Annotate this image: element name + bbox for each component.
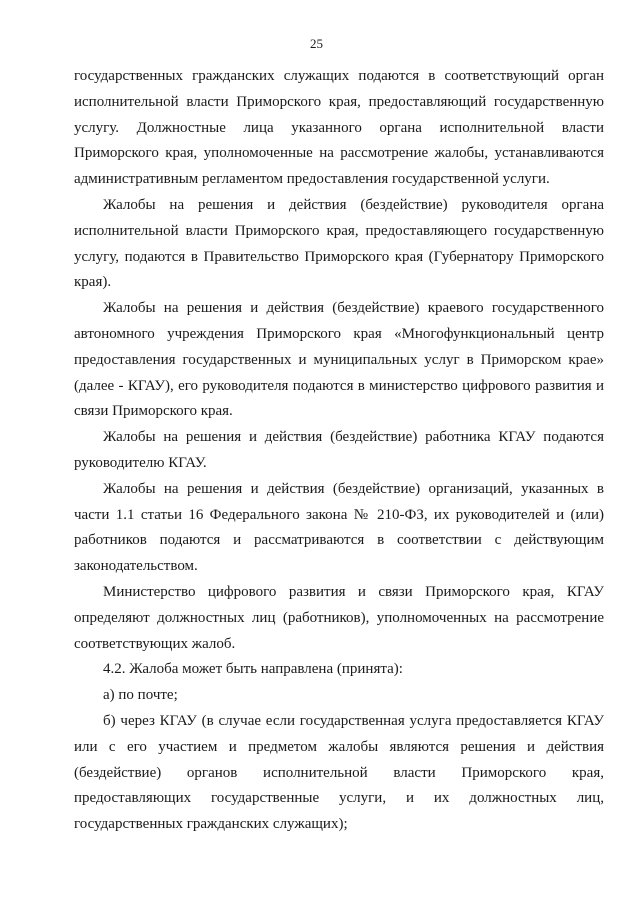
paragraph: Жалобы на решения и действия (бездействие) руководителя органа исполнительной власти Приморского края, предоставляющего государственную услугу, подаются в Правительство Приморского края (Губернатору Приморского края). <box>74 196 604 291</box>
paragraph: 4.2. Жалоба может быть направлена (принята): <box>103 661 403 678</box>
paragraph: а) по почте; <box>103 687 178 704</box>
paragraph: Жалобы на решения и действия (бездействие) работника КГАУ подаются руководителю КГАУ. <box>74 429 604 471</box>
paragraph: Жалобы на решения и действия (бездействие) организаций, указанных в части 1.1 статьи 16 Федерального закона № 210-ФЗ, их руководителей и (или) работников подаются и рассматриваются в соответствии с действующим законодательством. <box>74 480 604 575</box>
paragraph: Жалобы на решения и действия (бездействие) краевого государственного автономного учреждения Приморского края «Многофункциональный центр предоставления государственных и муниципальных услуг в Приморском крае» (далее - КГАУ), его руководителя подаются в министерство цифрового развития и связи Приморского края. <box>74 300 604 420</box>
page-number: 25 <box>310 36 323 51</box>
document-body <box>74 64 604 838</box>
paragraph: б) через КГАУ (в случае если государственная услуга предоставляется КГАУ или с его участием и предметом жалобы являются решения и действия (бездействие) органов исполнительной власти Приморского края, предоставляющих государственные услуги, и их должностных лиц, государственных гражданских служащих); <box>74 712 604 833</box>
paragraph: Министерство цифрового развития и связи Приморского края, КГАУ определяют должностных лиц (работников), уполномоченных на рассмотрение соответствующих жалоб. <box>74 583 604 652</box>
paragraph: государственных гражданских служащих подаются в соответствующий орган исполнительной власти Приморского края, предоставляющий государственную услугу. Должностные лица указанного органа исполнительной власти Приморского края, уполномоченные на рассмотрение жалобы, устанавливаются административным регламентом предоставления государственной услуги. <box>74 68 604 188</box>
